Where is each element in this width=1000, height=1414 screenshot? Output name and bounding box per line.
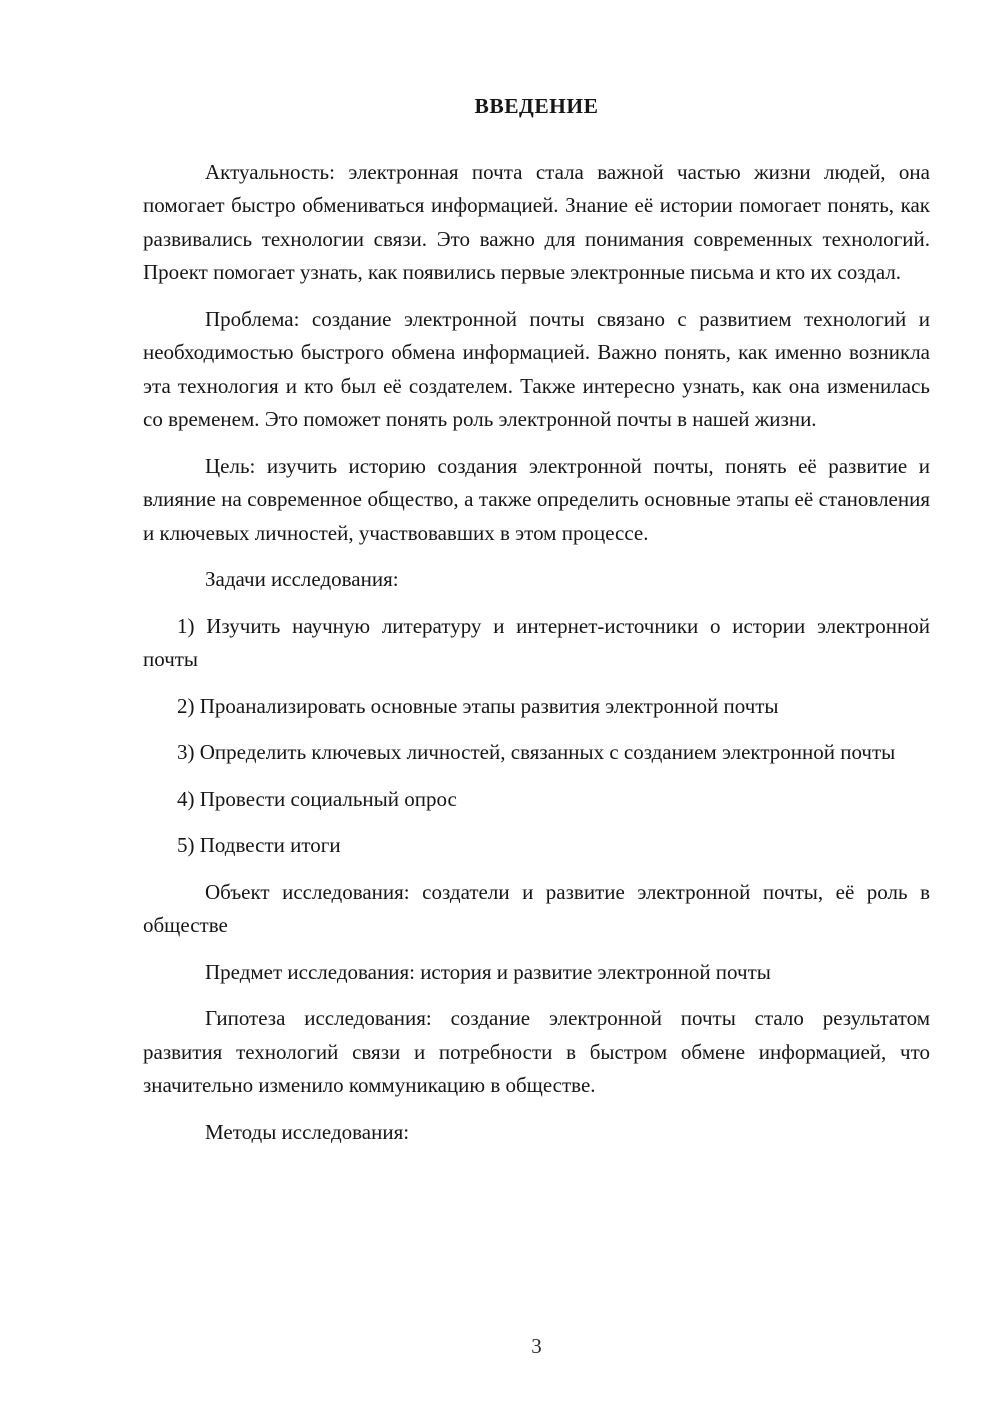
list-item-task-1: 1) Изучить научную литературу и интернет-источники о истории электронной почты — [143, 613, 930, 671]
paragraph-problem: Проблема: создание электронной почты связано с развитием технологий и необходимостью быстрого обмена информацией. Важно понять, как именно возникла эта технология и кто был её создателем. Также интересно узнать, как она изменилась со временем. Это поможет понять роль электронной почты в нашей жизни. — [143, 306, 930, 431]
paragraph-hypothesis: Гипотеза исследования: создание электронной почты стало результатом развития технологий связи и потребности в быстром обмене информацией, что значительно изменило коммуникацию в обществе. — [143, 1006, 930, 1097]
list-item-task-3: 3) Определить ключевых личностей, связанных с созданием электронной почты — [177, 740, 896, 764]
paragraph-tasks-heading: Задачи исследования: — [205, 567, 399, 591]
list-item-task-2: 2) Проанализировать основные этапы развития электронной почты — [177, 693, 779, 718]
paragraph-object: Объект исследования: создатели и развитие электронной почты, её роль в обществе — [143, 879, 930, 937]
page-number: 3 — [531, 1334, 542, 1358]
page-title: ВВЕДЕНИЕ — [474, 94, 599, 118]
paragraph-goal: Цель: изучить историю создания электронной почты, понять её развитие и влияние на современное общество, а также определить основные этапы её становления и ключевых личностей, участвовавших в этом процессе. — [143, 453, 930, 545]
paragraph-relevance: Актуальность: электронная почта стала важной частью жизни людей, она помогает быстро обмениваться информацией. Знание её истории помогает понять, как развивались технологии связи. Это важно для понимания современных технологий. Проект помогает узнать, как появились первые электронные письма и кто их создал. — [143, 159, 930, 284]
list-item-task-4: 4) Провести социальный опрос — [177, 786, 457, 811]
list-item-task-5: 5) Подвести итоги — [177, 833, 341, 857]
paragraph-methods-heading: Методы исследования: — [205, 1119, 410, 1144]
paragraph-subject: Предмет исследования: история и развитие электронной почты — [205, 959, 771, 984]
